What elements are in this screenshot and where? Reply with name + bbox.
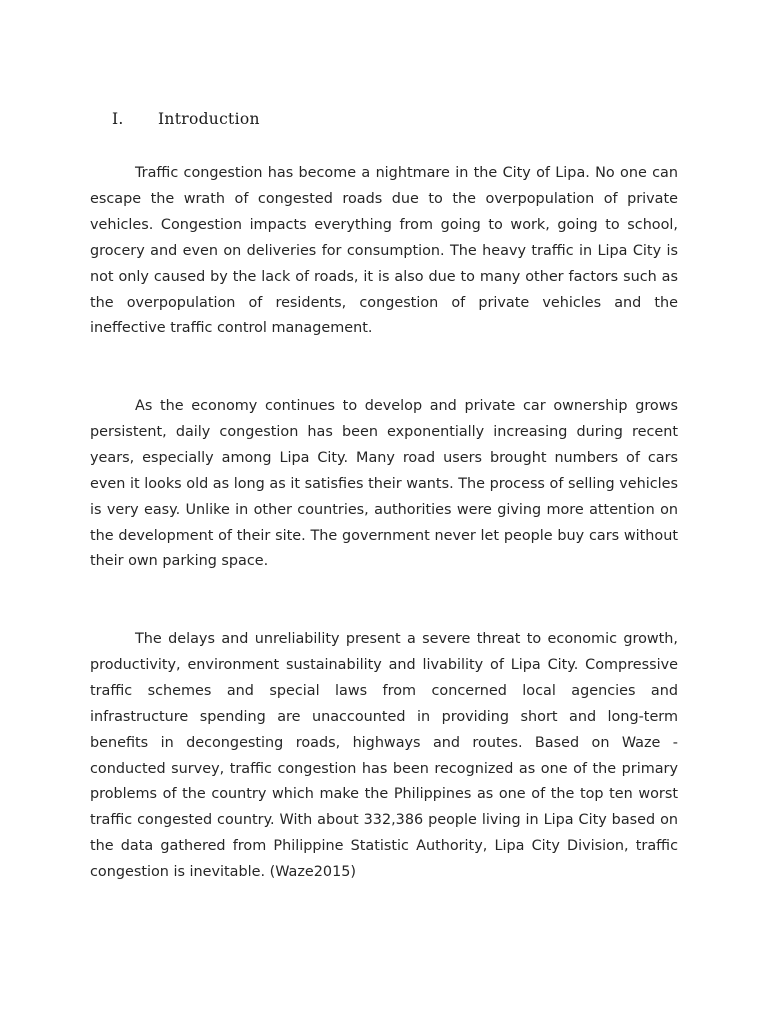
section-title: Introduction xyxy=(158,110,260,128)
paragraph: The delays and unreliability present a severe threat to economic growth, productivity, environment sustainability and livability of Lipa City. Compressive traffic schemes and special laws from concerned local agencies and infrastructure spending are unaccounted in providing short and long-term benefits in decongesting roads, highways and routes. Based on Waze - conducted survey, traffic congestion has been recognized as one of the primary problems of the country which make the Philippines as one of the top ten worst traffic congested country. With about 332,386 people living in Lipa City based on the data gathered from Philippine Statistic Authority, Lipa City Division, traffic congestion is inevitable. (Waze2015) xyxy=(90,631,678,881)
paragraph: As the economy continues to develop and private car ownership grows persistent, daily congestion has been exponentially increasing during recent years, especially among Lipa City. Many road users brought numbers of cars even it looks old as long as it satisfies their wants. The process of selling vehicles is very easy. Unlike in other countries, authorities were giving more attention on the development of their site. The government never let people buy cars without their own parking space. xyxy=(90,398,678,570)
section-heading xyxy=(112,110,260,128)
paragraph: Traffic congestion has become a nightmare in the City of Lipa. No one can escape the wrath of congested roads due to the overpopulation of private vehicles. Congestion impacts everything from going to work, going to school, grocery and even on deliveries for consumption. The heavy traffic in Lipa City is not only caused by the lack of roads, it is also due to many other factors such as the overpopulation of residents, congestion of private vehicles and the ineffective traffic control management. xyxy=(90,165,678,337)
section-number: I. xyxy=(112,110,124,128)
